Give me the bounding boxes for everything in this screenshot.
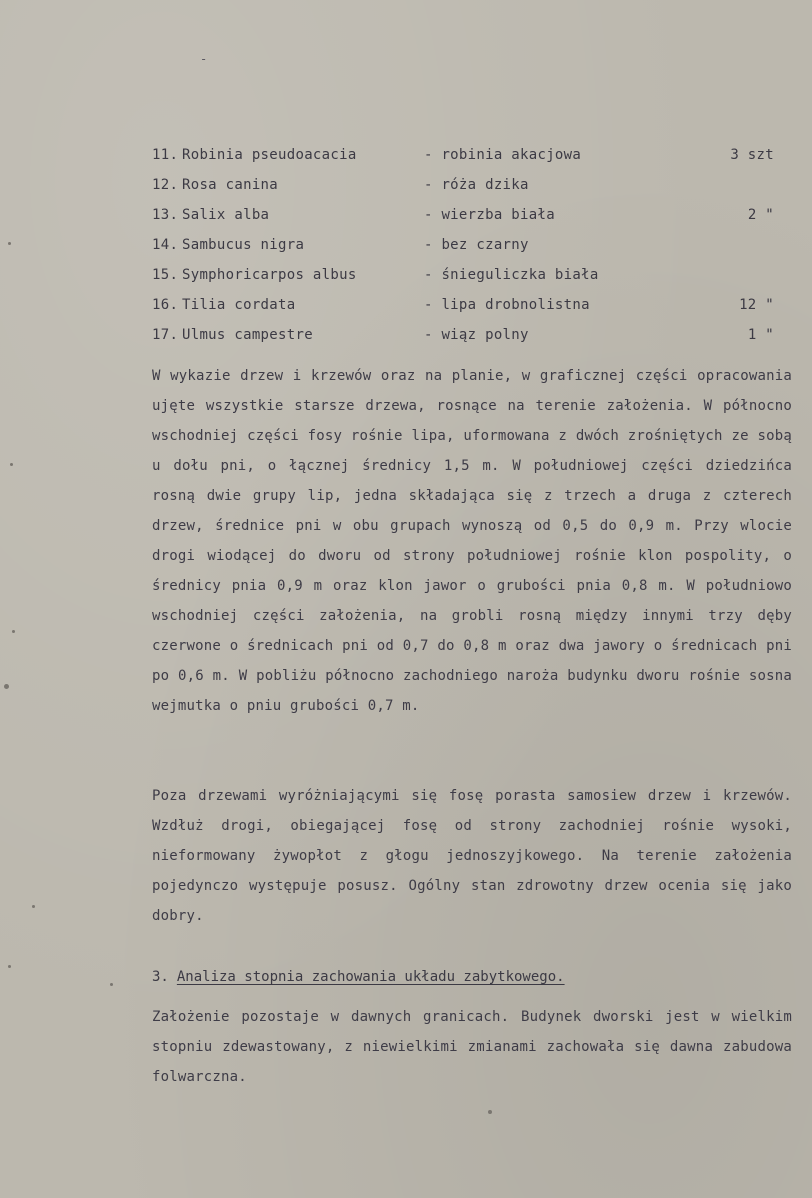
species-latin-name: Tilia cordata: [182, 297, 296, 313]
species-quantity: 1 ": [747, 327, 774, 343]
species-number: 14.: [152, 237, 179, 253]
species-number: 12.: [152, 177, 179, 193]
trees-description-paragraph: W wykazie drzew i krzewów oraz na planie, w graficznej części opracowania ujęte wszystkie starsze drzewa, rosnące na terenie założenia. W północno wschodniej części fosy rośnie lipa, uformowana z dwóch zrośniętych ze sobą u dołu pni, o łącznej średnicy 1,5 m. W południowej części dziedzińca rosną dwie grupy lip, jedna składająca się z trzech a druga z czterech drzew, średnice pni w obu grupach wynoszą od 0,5 do 0,9 m. Przy wlocie drogi wiodącej do dworu od strony południowej rośnie klon pospolity, o średnicy pnia 0,9 m oraz klon jawor o grubości pnia 0,8 m. W południowo wschodniej części założenia, na grobli rosną między innymi trzy dęby czerwone o średnicach pni od 0,7 do 0,8 m oraz dwa jawory o średnicach pni po 0,6 m. W pobliżu północno zachodniego narożа budynku dworu rośnie sosna wejmutka o pniu grubości 0,7 m.: [152, 368, 792, 714]
paper-speck: [8, 965, 11, 968]
paper-speck: [32, 905, 35, 908]
species-polish-name: - robinia akacjowa: [424, 147, 582, 163]
species-number: 13.: [152, 207, 179, 223]
species-latin-name: Ulmus campestre: [182, 327, 313, 343]
section-number: 3.: [152, 969, 169, 985]
species-polish-name: - wierzba biała: [424, 207, 555, 223]
species-latin-name: Salix alba: [182, 207, 270, 223]
species-polish-name: - lipa drobnolistna: [424, 297, 590, 313]
species-polish-name: - wiąz polny: [424, 327, 529, 343]
species-row: [152, 320, 792, 350]
species-list: [152, 140, 792, 350]
species-quantity: 12 ": [739, 297, 774, 313]
paper-speck: [12, 630, 15, 633]
vegetation-condition-paragraph: Poza drzewami wyróżniającymi się fosę porasta samosiew drzew i krzewów. Wzdłuż drogi, obiegającej fosę od strony zachodniej rośnie wysoki, nieformowany żywopłot z głogu jednoszyjkowego. Na terenie założenia pojedynczo występuje posusz. Ogólny stan zdrowotny drzew ocenia się jako dobry.: [152, 788, 792, 924]
species-row: [152, 170, 792, 200]
species-latin-name: Sambucus nigra: [182, 237, 305, 253]
species-quantity: 3 szt: [730, 147, 774, 163]
species-number: 16.: [152, 297, 179, 313]
paper-speck: [110, 983, 113, 986]
species-row: [152, 140, 792, 170]
species-row: [152, 260, 792, 290]
species-row: [152, 200, 792, 230]
species-row: [152, 290, 792, 320]
page-mark: -: [200, 52, 208, 66]
paper-speck: [8, 242, 11, 245]
paper-speck: [4, 684, 9, 689]
species-latin-name: Robinia pseudoacacia: [182, 147, 357, 163]
species-number: 17.: [152, 327, 179, 343]
section-heading: [152, 962, 565, 992]
species-latin-name: Symphoricarpos albus: [182, 267, 357, 283]
section-title: Analiza stopnia zachowania układu zabytkowego.: [176, 969, 565, 985]
paper-speck: [488, 1110, 492, 1114]
paper-speck: [10, 463, 13, 466]
preservation-analysis-paragraph: Założenie pozostaje w dawnych granicach. Budynek dworski jest w wielkim stopniu zdewastowany, z niewielkimi zmianami zachowała się dawna zabudowa folwarczna.: [152, 1009, 792, 1085]
species-quantity: 2 ": [747, 207, 774, 223]
species-number: 15.: [152, 267, 179, 283]
species-row: [152, 230, 792, 260]
species-number: 11.: [152, 147, 179, 163]
species-polish-name: - bez czarny: [424, 237, 529, 253]
species-polish-name: - róża dzika: [424, 177, 529, 193]
species-latin-name: Rosa canina: [182, 177, 279, 193]
species-polish-name: - śnieguliczka biała: [424, 267, 599, 283]
